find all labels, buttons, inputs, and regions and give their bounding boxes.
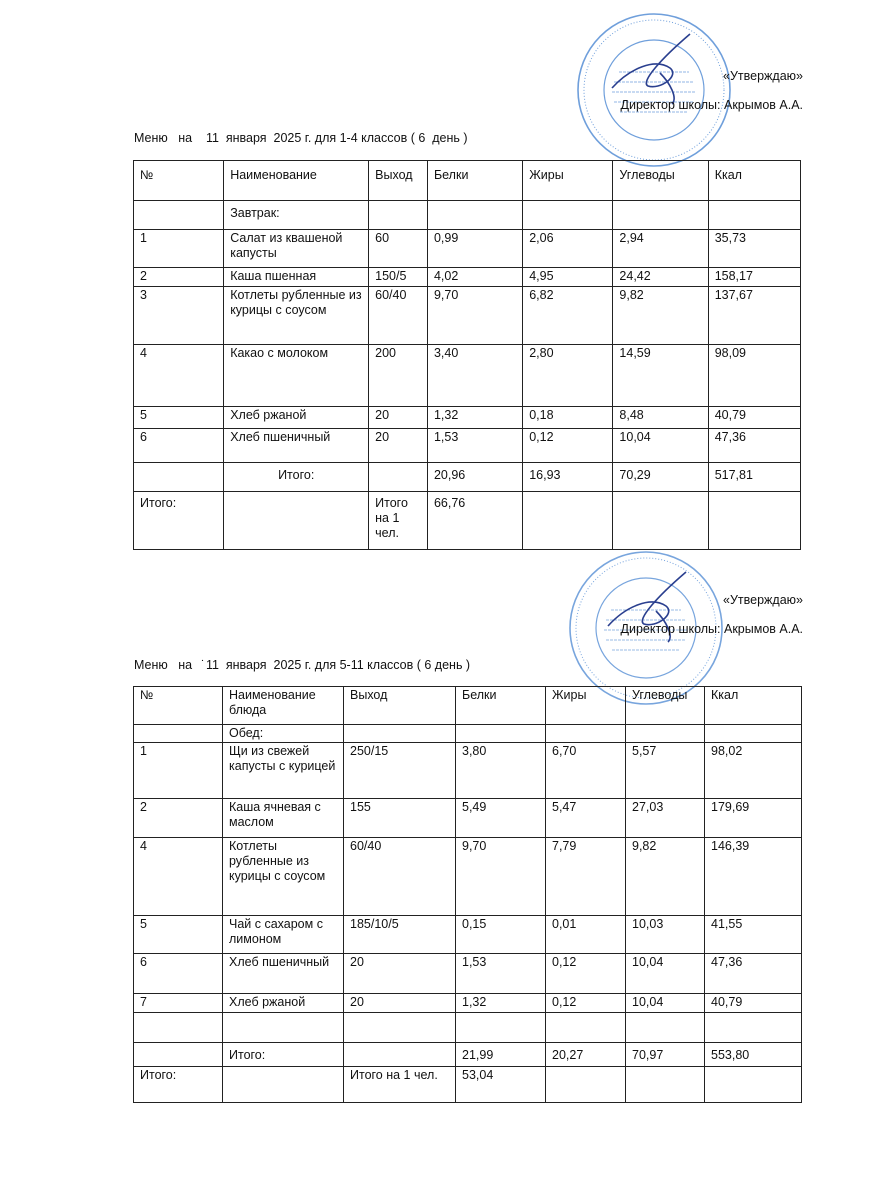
table-cell: 3,40 [427,345,522,407]
table-row [134,230,801,268]
table-cell [546,1067,626,1103]
menu2-caption: Меню на ̇ 11 января 2025 г. для 5-11 классов ( 6 день ) [134,658,471,672]
table-cell: 70,97 [626,1043,705,1067]
table-cell: 9,82 [626,838,705,916]
table-cell [134,1013,223,1043]
table-cell [223,1067,344,1103]
table-cell: 250/15 [344,743,456,799]
table-cell: 6,70 [546,743,626,799]
table-cell [134,201,224,230]
table-cell: 60/40 [369,287,428,345]
table-cell [705,1067,802,1103]
table-cell: 1,32 [456,994,546,1013]
table-cell: 20 [344,954,456,994]
table-cell: 1,53 [427,429,522,463]
table-cell: 9,70 [456,838,546,916]
table-cell: 6 [134,954,223,994]
table-cell: 5 [134,916,223,954]
approval-block-1 [621,62,803,120]
table-cell: 14,59 [613,345,708,407]
menu1-table [133,160,801,550]
table-cell: Котлеты рубленные из курицы с соусом [224,287,369,345]
table-row [134,838,802,916]
total-label: Итого: [223,1043,344,1067]
meal-label: Обед: [223,725,344,743]
table-cell: 3,80 [456,743,546,799]
table-cell: 6 [134,429,224,463]
approval-line2: Директор школы: Акрымов А.А. [620,622,803,636]
table-cell: 10,04 [613,429,708,463]
table-cell: 3 [134,287,224,345]
table-cell: 0,12 [546,954,626,994]
table-cell: Каша ячневая с маслом [223,799,344,838]
table-cell: Хлеб пшеничный [224,429,369,463]
table-cell [705,725,802,743]
table-cell: 0,01 [546,916,626,954]
table-cell: 10,03 [626,916,705,954]
table-cell: 5,57 [626,743,705,799]
table-cell: 10,04 [626,994,705,1013]
table-cell [134,725,223,743]
table-cell: 4,95 [523,268,613,287]
approval-block-2 [621,586,803,644]
table-cell: 1 [134,230,224,268]
table-cell: Салат из квашеной капусты [224,230,369,268]
table-cell [613,201,708,230]
header-cell: Ккал [708,161,800,201]
header-cell: Белки [427,161,522,201]
table-cell: Хлеб ржаной [223,994,344,1013]
table-cell [523,492,613,550]
table-row [134,799,802,838]
table-cell: 24,42 [613,268,708,287]
table-cell: 8,48 [613,407,708,429]
table-row [134,994,802,1013]
table-cell: 98,09 [708,345,800,407]
table-cell: Каша пшенная [224,268,369,287]
table-cell: 146,39 [705,838,802,916]
meal-row [134,725,802,743]
table-cell: 1 [134,743,223,799]
table-cell: 137,67 [708,287,800,345]
table-cell: 7,79 [546,838,626,916]
table-cell: Итого: [134,492,224,550]
table-cell: 21,99 [456,1043,546,1067]
table-cell: Котлеты рубленные из курицы с соусом [223,838,344,916]
table-cell: 0,18 [523,407,613,429]
table-cell: 155 [344,799,456,838]
table-cell [344,1043,456,1067]
table-cell [369,463,428,492]
table-cell: 60 [369,230,428,268]
header-cell: Выход [369,161,428,201]
table-cell [344,1013,456,1043]
table-cell [626,725,705,743]
table-header-row [134,161,801,201]
table-cell [224,492,369,550]
table-row [134,345,801,407]
table-row [134,954,802,994]
header-cell: Белки [456,687,546,725]
table-row [134,743,802,799]
table-cell: 41,55 [705,916,802,954]
table-cell: Хлеб пшеничный [223,954,344,994]
table-cell [708,492,800,550]
table-row [134,268,801,287]
table-cell: 40,79 [708,407,800,429]
table-cell: 10,04 [626,954,705,994]
table-cell: 2,80 [523,345,613,407]
table-cell: Итого на 1 чел. [369,492,428,550]
table-cell [546,1013,626,1043]
table-cell: Итого: [134,1067,223,1103]
table-cell: 5,47 [546,799,626,838]
table-cell: 0,99 [427,230,522,268]
table-header-row [134,687,802,725]
table-cell [705,1013,802,1043]
table-cell: 4,02 [427,268,522,287]
menu2-table [133,686,802,1103]
table-cell: 27,03 [626,799,705,838]
meal-label: Завтрак: [224,201,369,230]
table-cell: Итого на 1 чел. [344,1067,456,1103]
table-row [134,916,802,954]
header-cell: Выход [344,687,456,725]
table-cell [626,1067,705,1103]
table-cell: 200 [369,345,428,407]
table-cell: 185/10/5 [344,916,456,954]
table-cell: 6,82 [523,287,613,345]
table-cell: 47,36 [705,954,802,994]
table-cell: 60/40 [344,838,456,916]
empty-row [134,1013,802,1043]
per-person-row [134,492,801,550]
table-cell: 5,49 [456,799,546,838]
table-cell: 20 [369,407,428,429]
table-cell: 20 [344,994,456,1013]
table-cell: 53,04 [456,1067,546,1103]
table-cell: 70,29 [613,463,708,492]
table-cell: 47,36 [708,429,800,463]
table-cell [546,725,626,743]
header-cell: Углеводы [626,687,705,725]
table-cell: 2,06 [523,230,613,268]
table-cell: 2,94 [613,230,708,268]
total-row [134,1043,802,1067]
approval-line1: «Утверждаю» [723,69,803,83]
table-cell: 4 [134,345,224,407]
header-cell: № [134,687,223,725]
approval-line2: Директор школы: Акрымов А.А. [620,98,803,112]
table-cell: 150/5 [369,268,428,287]
table-row [134,287,801,345]
table-cell: 1,53 [456,954,546,994]
table-cell: 9,82 [613,287,708,345]
table-cell [223,1013,344,1043]
total-label: Итого: [224,463,369,492]
table-cell: Щи из свежей капусты с курицей [223,743,344,799]
header-cell: Наименование [224,161,369,201]
table-cell [626,1013,705,1043]
table-cell: 20 [369,429,428,463]
table-cell [369,201,428,230]
table-cell: Хлеб ржаной [224,407,369,429]
menu1-caption: Меню на 11 января 2025 г. для 1-4 классов ( 6 день ) [134,131,468,145]
table-cell [708,201,800,230]
table-cell [344,725,456,743]
header-cell: Наименование блюда [223,687,344,725]
table-cell [134,1043,223,1067]
table-cell [456,725,546,743]
table-cell [613,492,708,550]
header-cell: Ккал [705,687,802,725]
table-cell: Какао с молоком [224,345,369,407]
header-cell: Жиры [523,161,613,201]
table-cell: 4 [134,838,223,916]
table-cell: 16,93 [523,463,613,492]
meal-row [134,201,801,230]
table-cell: 1,32 [427,407,522,429]
table-cell: 2 [134,268,224,287]
table-cell: Чай с сахаром с лимоном [223,916,344,954]
table-cell: 20,96 [427,463,522,492]
table-cell [134,463,224,492]
header-cell: Углеводы [613,161,708,201]
table-cell: 20,27 [546,1043,626,1067]
total-row [134,463,801,492]
table-cell: 66,76 [427,492,522,550]
approval-line1: «Утверждаю» [723,593,803,607]
table-cell: 7 [134,994,223,1013]
table-cell: 179,69 [705,799,802,838]
header-cell: Жиры [546,687,626,725]
table-cell: 0,12 [523,429,613,463]
per-person-row [134,1067,802,1103]
header-cell: № [134,161,224,201]
table-cell [523,201,613,230]
table-cell: 5 [134,407,224,429]
table-cell [456,1013,546,1043]
table-row [134,429,801,463]
table-cell: 40,79 [705,994,802,1013]
table-cell: 553,80 [705,1043,802,1067]
table-cell: 98,02 [705,743,802,799]
table-cell: 9,70 [427,287,522,345]
table-cell: 158,17 [708,268,800,287]
table-row [134,407,801,429]
table-cell: 35,73 [708,230,800,268]
table-cell: 0,15 [456,916,546,954]
table-cell: 517,81 [708,463,800,492]
table-cell: 2 [134,799,223,838]
table-cell: 0,12 [546,994,626,1013]
table-cell [427,201,522,230]
